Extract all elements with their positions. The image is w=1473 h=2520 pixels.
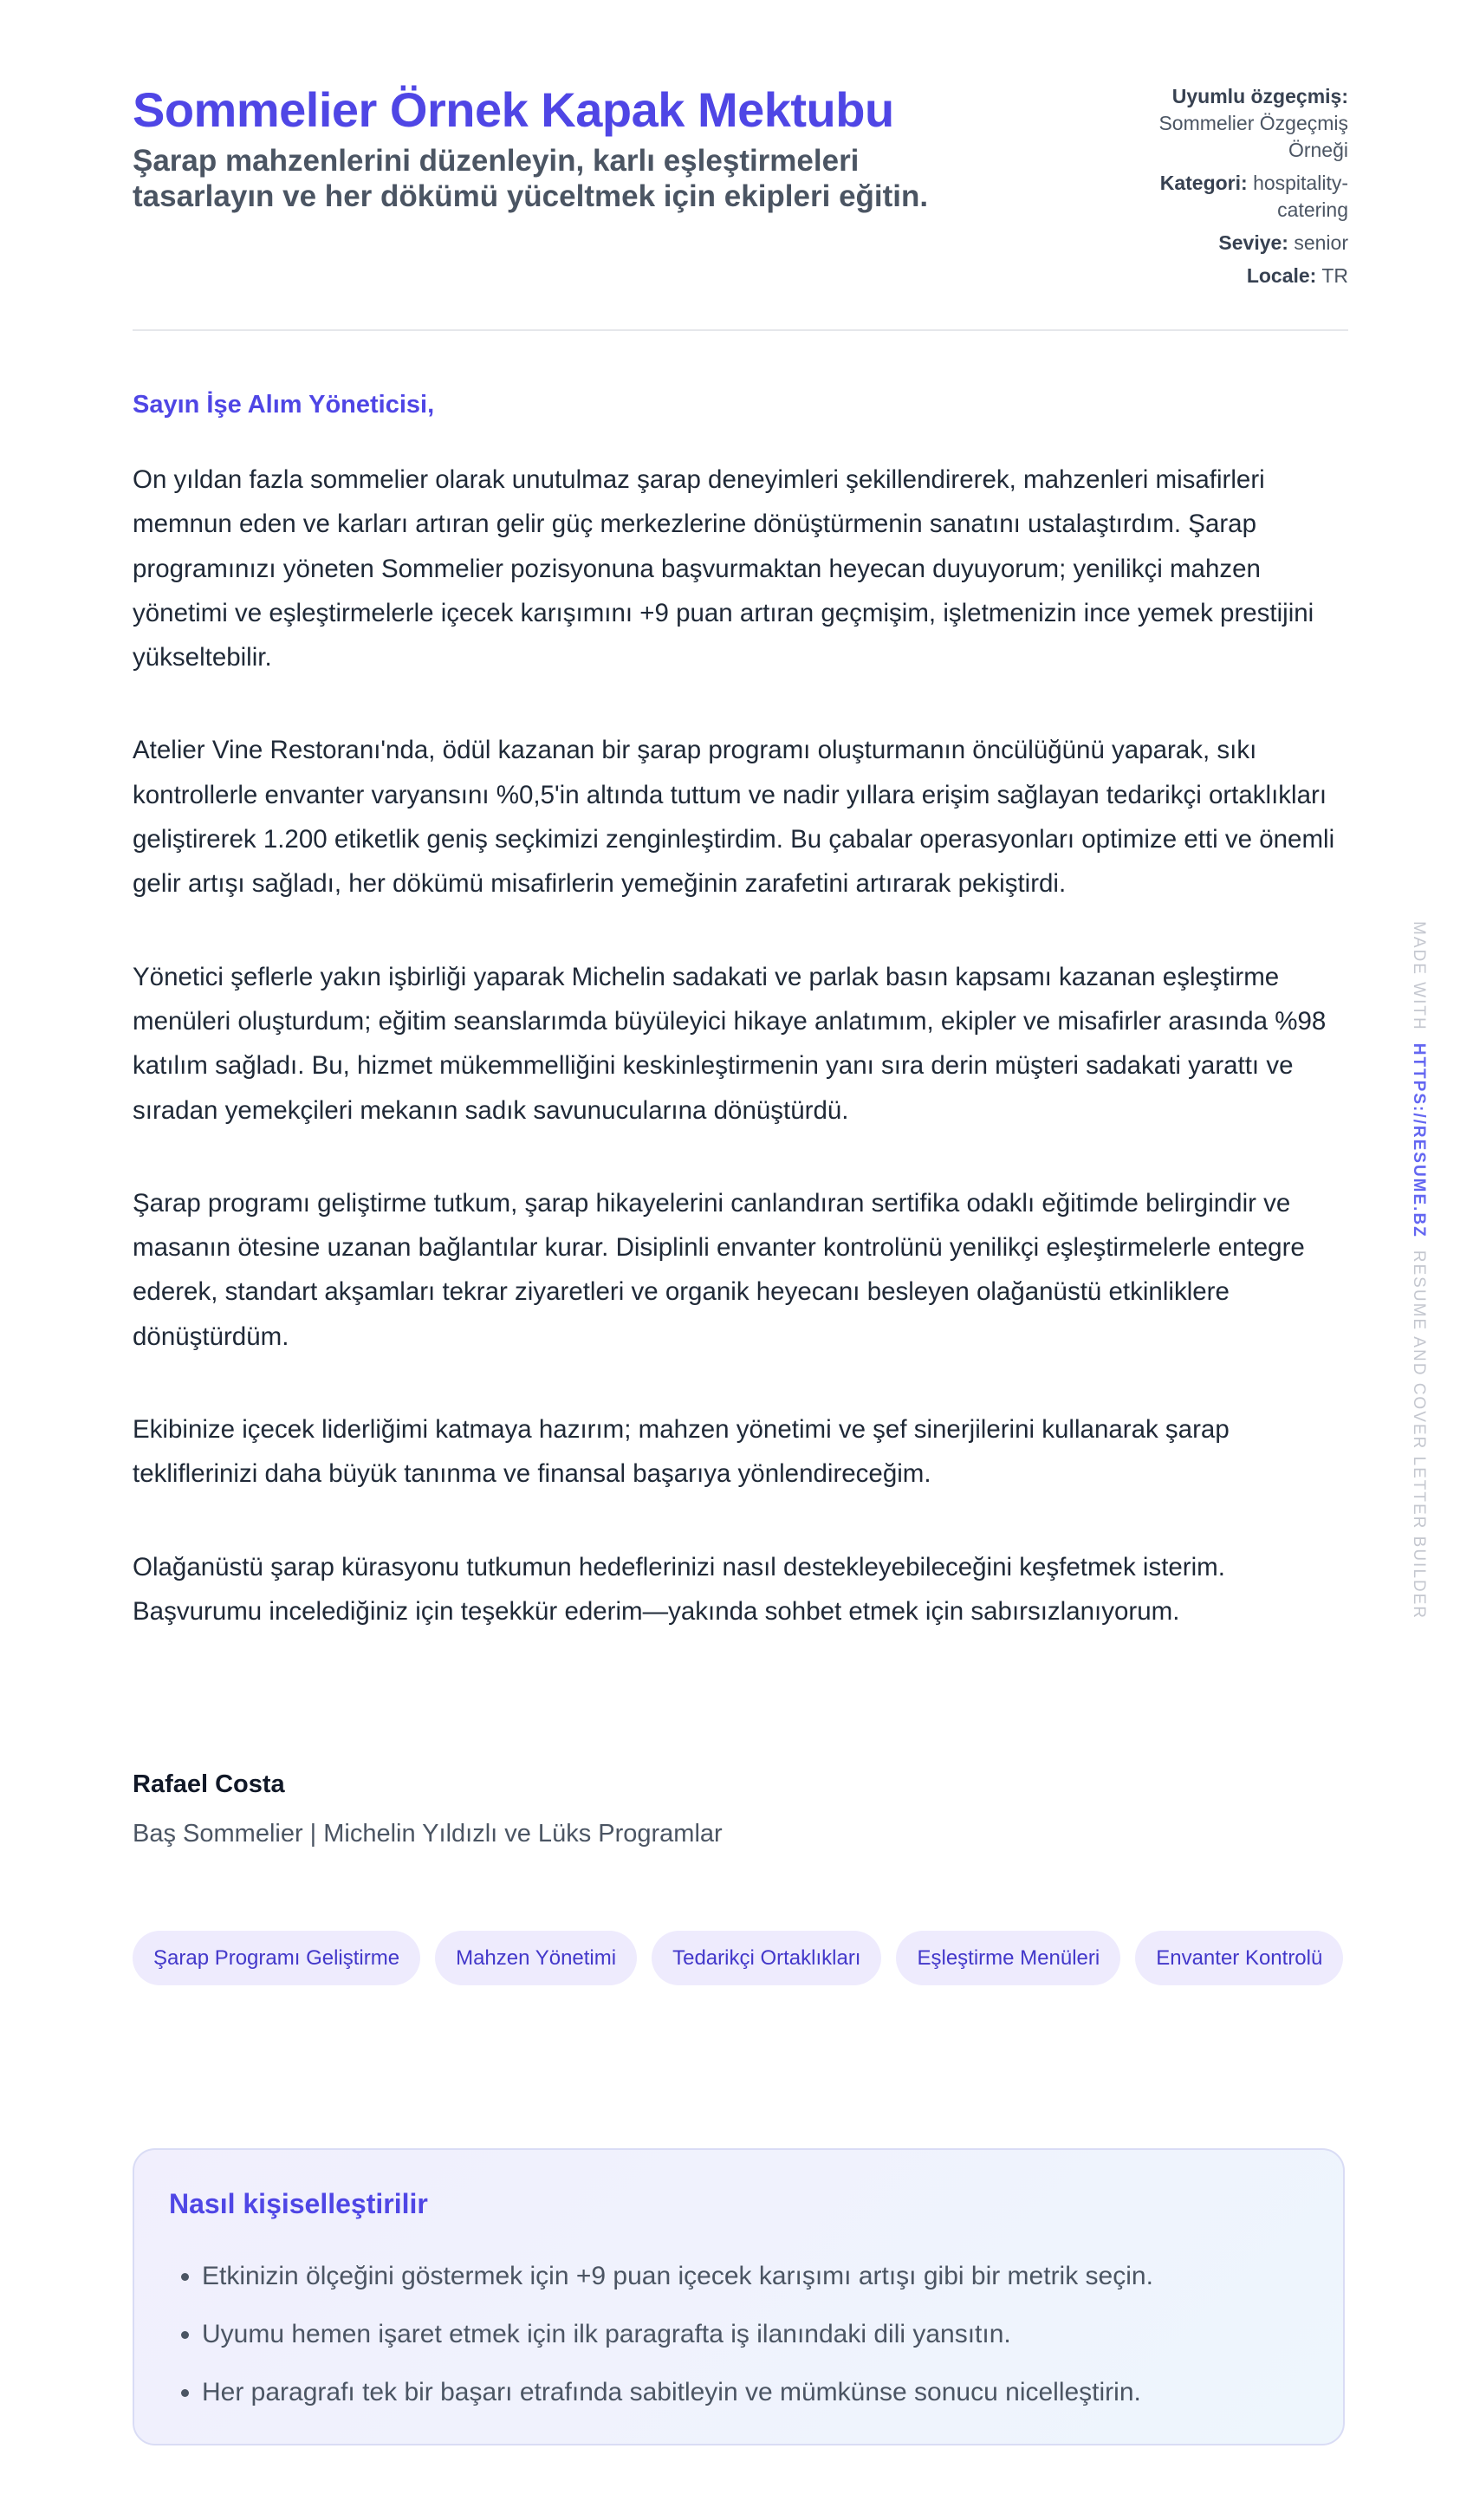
meta-label: Locale: [1246,264,1317,287]
meta-value[interactable]: Sommelier Özgeçmiş Örneği [1158,112,1348,161]
tip-item: • Etkinizin ölçeğini göstermek için +9 puan içecek karışımı artışı gibi bir metrik seçin. [202,2247,1153,2305]
tip-item: • Uyumu hemen işaret etmek için ilk paragrafta iş ilanındaki dili yansıtın. [202,2305,1153,2363]
paragraph: Atelier Vine Restoranı'nda, ödül kazanan bir şarap programı oluşturmanın öncülüğünü yaparak, sıkı kontrollerle envanter varyansını %0,5'in altında tuttum ve nadir yıllara erişim sağlayan tedarikçi ortaklıkları geliştirerek 1.200 etiketlik geniş seçkimizi zenginleştirdim. Bu çabalar operasyonları optimize etti ve önemli gelir artışı sağladı, her dökümü misafirlerin yemeğinin zarafetini artırarak pekiştirdi. [133,736,1335,899]
skill-tag: Mahzen Yönetimi [435,1931,637,1985]
meta-value: TR [1321,264,1348,287]
meta-compatible-resume [1123,83,1348,164]
page-subtitle: Şarap mahzenlerini düzenleyin, karlı eşleştirmeleri tasarlayın ve her dökümü yüceltmek için ekipleri eğitin. [133,144,929,213]
paragraph: Şarap programı geliştirme tutkum, şarap hikayelerini canlandıran sertifika odaklı eğitimde belirgindir ve masanın ötesine uzanan bağlantılar kurar. Disiplinli envanter kontrolünü yenilikçi eşleştirmelerle entegre ederek, standart akşamları tekrar ziyaretleri ve organik heyecanı besleyen olağanüstü etkinliklere dönüştürdüm. [133,1188,1305,1351]
skill-tag: Şarap Programı Geliştirme [133,1931,420,1985]
salutation: Sayın İşe Alım Yöneticisi, [133,391,435,419]
meta-level [1123,230,1348,257]
page-title: Sommelier Örnek Kapak Mektubu [133,82,894,137]
meta-label: Kategori: [1159,172,1248,194]
skill-tags [133,1931,1348,1985]
skill-tag: Eşleştirme Menüleri [896,1931,1120,1985]
header [133,0,1348,331]
watermark-prefix: MADE WITH [1410,921,1428,1031]
tip-item: • Her paragrafı tek bir başarı etrafında sabitleyin ve mümkünse sonucu nicelleştirin. [202,2363,1153,2421]
skill-tag: Tedarikçi Ortaklıkları [652,1931,881,1985]
meta-category [1123,170,1348,224]
meta-value: hospitality-catering [1253,172,1348,221]
meta-label: Uyumlu özgeçmiş: [1171,85,1348,107]
signature-name: Rafael Costa [133,1770,285,1798]
tips-title: Nasıl kişiselleştirilir [169,2188,428,2219]
meta-label: Seviye: [1218,231,1288,254]
cover-letter-page [133,0,1348,2406]
watermark-suffix: RESUME AND COVER LETTER BUILDER [1410,1250,1428,1620]
watermark [1404,921,1433,1632]
watermark-link[interactable]: HTTPS://RESUME.BZ [1410,1042,1428,1238]
letter-body [133,458,1348,1682]
meta-info [1123,83,1348,296]
tips-list [169,2247,1153,2421]
paragraph: On yıldan fazla sommelier olarak unutulmaz şarap deneyimleri şekillendirerek, mahzenleri misafirleri memnun eden ve karları artıran gelir güç merkezlerine dönüştürmenin sanatını ustalaştırdım. Şarap programınızı yöneten Sommelier pozisyonuna başvurmaktan heyecan duyuyorum; yenilikçi mahzen yönetimi ve eşleştirmelerle içecek karışımını +9 puan artıran geçmişim, işletmenizin ince yemek prestijini yükseltebilir. [133,465,1314,672]
personalization-tips [133,2148,1345,2445]
paragraph: Ekibinize içecek liderliğimi katmaya hazırım; mahzen yönetimi ve şef sinerjilerini kullanarak şarap tekliflerinizi daha büyük tanınma ve finansal başarıya yönlendireceğim. [133,1415,1230,1489]
signature-role: Baş Sommelier | Michelin Yıldızlı ve Lüks Programlar [133,1820,723,1848]
meta-value: senior [1294,231,1348,254]
skill-tag: Envanter Kontrolü [1135,1931,1343,1985]
paragraph: Olağanüstü şarap kürasyonu tutkumun hedeflerinizi nasıl destekleyebileceğini keşfetmek isterim. Başvurumu incelediğiniz için teşekkür ederim—yakında sohbet etmek için sabırsızlanıyorum. [133,1552,1225,1626]
meta-locale [1123,263,1348,289]
watermark-text [1409,921,1428,1620]
paragraph: Yönetici şeflerle yakın işbirliği yaparak Michelin sadakati ve parlak basın kapsamı kazanan eşleştirme menüleri oluşturdum; eğitim seanslarımda büyüleyici hikaye anlatımım, ekipler ve misafirler arasında %98 katılım sağladı. Bu, hizmet mükemmelliğini keskinleştirmenin yanı sıra derin müşteri sadakati yarattı ve sıradan yemekçileri mekanın sadık savunucularına dönüştürdü. [133,962,1327,1125]
